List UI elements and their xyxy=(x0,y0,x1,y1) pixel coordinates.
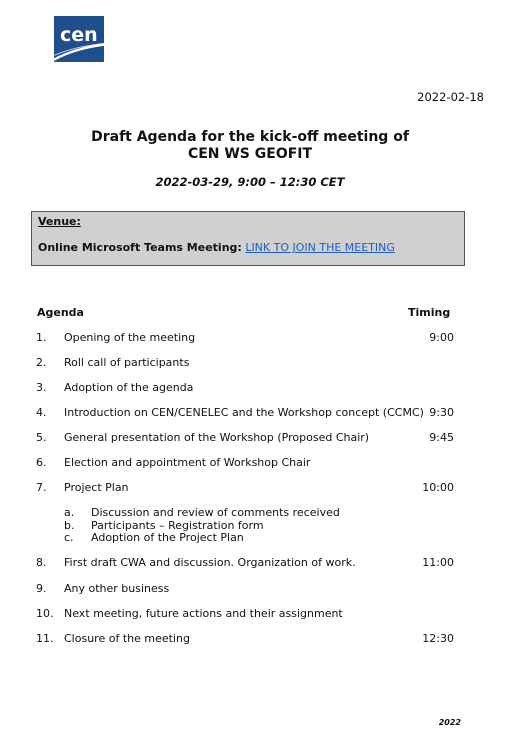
agenda-item-text: Election and appointment of Workshop Chair xyxy=(64,456,311,469)
agenda-item xyxy=(0,431,510,447)
agenda-item xyxy=(0,356,510,372)
agenda-item-number: 6. xyxy=(36,456,47,469)
document-date: 2022-02-18 xyxy=(417,90,484,104)
agenda-item-number: 5. xyxy=(36,431,47,444)
agenda-subitem-text: Discussion and review of comments received xyxy=(91,506,340,519)
agenda-item xyxy=(0,607,510,623)
agenda-item-number: 10. xyxy=(36,607,54,620)
cen-logo-mark xyxy=(54,16,104,62)
document-title xyxy=(40,129,460,163)
agenda-subitem-letter: a. xyxy=(64,506,75,519)
cen-logo xyxy=(54,16,104,62)
agenda-item-number: 8. xyxy=(36,556,47,569)
meeting-datetime: 2022-03-29, 9:00 – 12:30 CET xyxy=(155,175,345,189)
agenda-item xyxy=(0,381,510,397)
agenda-item-time: 9:30 xyxy=(429,406,454,419)
agenda-item-time: 9:00 xyxy=(429,331,454,344)
agenda-item xyxy=(0,456,510,472)
agenda-header: Agenda xyxy=(37,306,84,319)
timing-header: Timing xyxy=(408,306,451,319)
title-line-2: CEN WS GEOFIT xyxy=(187,146,313,162)
agenda-item-text: Closure of the meeting xyxy=(64,632,190,645)
venue-line xyxy=(38,241,395,254)
agenda-item xyxy=(0,556,510,572)
agenda-item-text: Roll call of participants xyxy=(64,356,190,369)
venue-heading: Venue: xyxy=(38,215,81,228)
agenda-item-text: General presentation of the Workshop (Proposed Chair) xyxy=(64,431,370,444)
agenda-item-text: Project Plan xyxy=(64,481,129,494)
cen-logo-text: cen xyxy=(60,24,98,46)
agenda-item xyxy=(0,331,510,347)
agenda-item-text: Introduction on CEN/CENELEC and the Workshop concept (CCMC) xyxy=(64,406,424,419)
agenda-item-time: 12:30 xyxy=(422,632,454,645)
venue-label: Online Microsoft Teams Meeting: xyxy=(38,241,242,254)
venue-box xyxy=(31,211,465,266)
agenda-subitem xyxy=(0,531,510,544)
agenda-item-number: 2. xyxy=(36,356,47,369)
agenda-item xyxy=(0,406,510,422)
agenda-item xyxy=(0,632,510,648)
agenda-item-text: First draft CWA and discussion. Organization of work. xyxy=(64,556,356,569)
agenda-item xyxy=(0,481,510,497)
agenda-item-time: 11:00 xyxy=(422,556,454,569)
agenda-subitem-text: Adoption of the Project Plan xyxy=(91,531,244,544)
agenda-subitem-letter: b. xyxy=(64,519,75,532)
agenda-item-number: 3. xyxy=(36,381,47,394)
footer-year: 2022 xyxy=(438,718,461,727)
join-meeting-link[interactable]: LINK TO JOIN THE MEETING xyxy=(245,241,395,254)
agenda-item-time: 10:00 xyxy=(422,481,454,494)
agenda-item xyxy=(0,582,510,598)
agenda-item-number: 1. xyxy=(36,331,47,344)
agenda-subitem xyxy=(0,506,510,519)
agenda-subitem-letter: c. xyxy=(64,531,74,544)
agenda-item-text: Any other business xyxy=(64,582,170,595)
agenda-item-number: 4. xyxy=(36,406,47,419)
agenda-item-number: 11. xyxy=(36,632,54,645)
agenda-item-time: 9:45 xyxy=(429,431,454,444)
agenda-item-number: 9. xyxy=(36,582,47,595)
agenda-item-text: Adoption of the agenda xyxy=(64,381,194,394)
agenda-item-text: Opening of the meeting xyxy=(64,331,196,344)
agenda-item-number: 7. xyxy=(36,481,47,494)
title-line-1: Draft Agenda for the kick-off meeting of xyxy=(91,129,409,145)
agenda-subitem-text: Participants – Registration form xyxy=(91,519,264,532)
agenda-item-text: Next meeting, future actions and their assignment xyxy=(64,607,343,620)
